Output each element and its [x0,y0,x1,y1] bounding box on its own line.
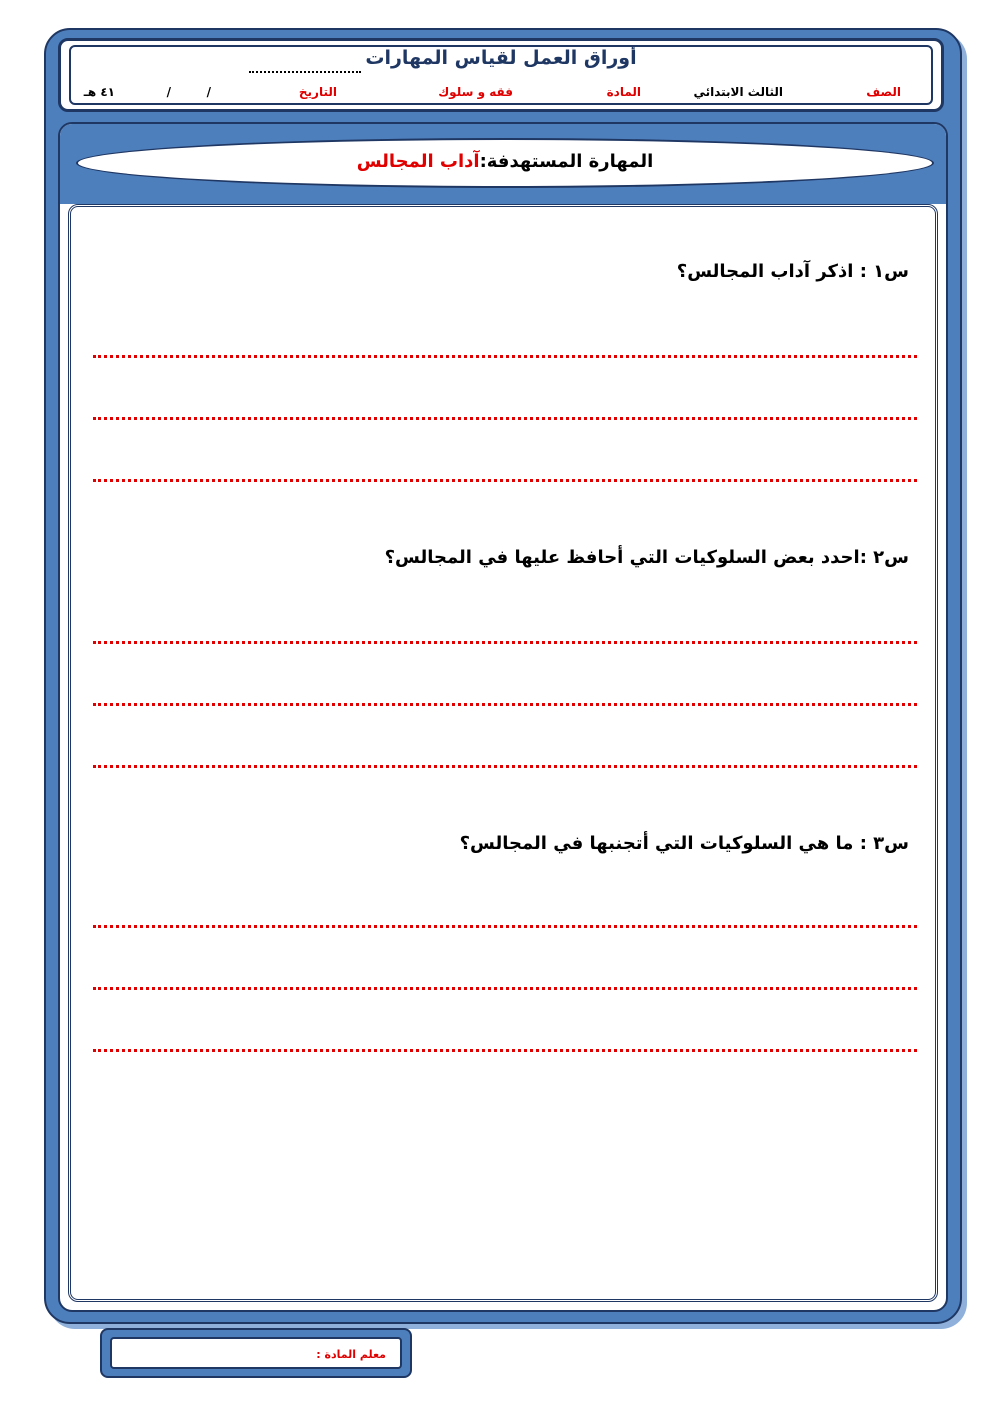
answer-line[interactable] [93,417,917,420]
skill-banner [60,124,946,204]
answer-line[interactable] [93,355,917,358]
answer-line[interactable] [93,703,917,706]
page-title: أوراق العمل لقياس المهارات [365,47,637,69]
answer-line[interactable] [93,641,917,644]
date-slash-2: / [166,85,171,99]
questions-area [68,204,938,1302]
skill-value: آداب المجالس [356,151,480,172]
subject-value: فقه و سلوك [438,85,513,99]
worksheet-header [58,38,944,112]
teacher-box [100,1328,412,1378]
answer-line[interactable] [93,1049,917,1052]
answer-line[interactable] [93,479,917,482]
answer-line[interactable] [93,987,917,990]
question-3: س٣ : ما هي السلوكيات التي أتجنبها في المجالس؟ [459,833,909,854]
class-label: الصف [866,85,901,99]
date-year: ٤١ هـ [83,85,115,99]
subject-label: المادة [606,85,641,99]
teacher-box-inner [110,1337,402,1369]
date-slash-1: / [206,85,211,99]
teacher-label: معلم المادة : [316,1348,386,1361]
question-1: س١ : اذكر آداب المجالس؟ [676,261,909,282]
date-label: التاريخ [298,85,337,99]
class-value: الثالث الابتدائي [693,85,783,99]
answer-line[interactable] [93,765,917,768]
date-dotted-line [249,71,361,73]
worksheet-body [58,122,948,1312]
question-2: س٢ :احدد بعض السلوكيات التي أحافظ عليها في المجالس؟ [384,547,909,568]
answer-line[interactable] [93,925,917,928]
skill-label: المهارة المستهدفة: [479,151,654,172]
target-skill [78,151,932,172]
skill-pill [76,138,934,188]
